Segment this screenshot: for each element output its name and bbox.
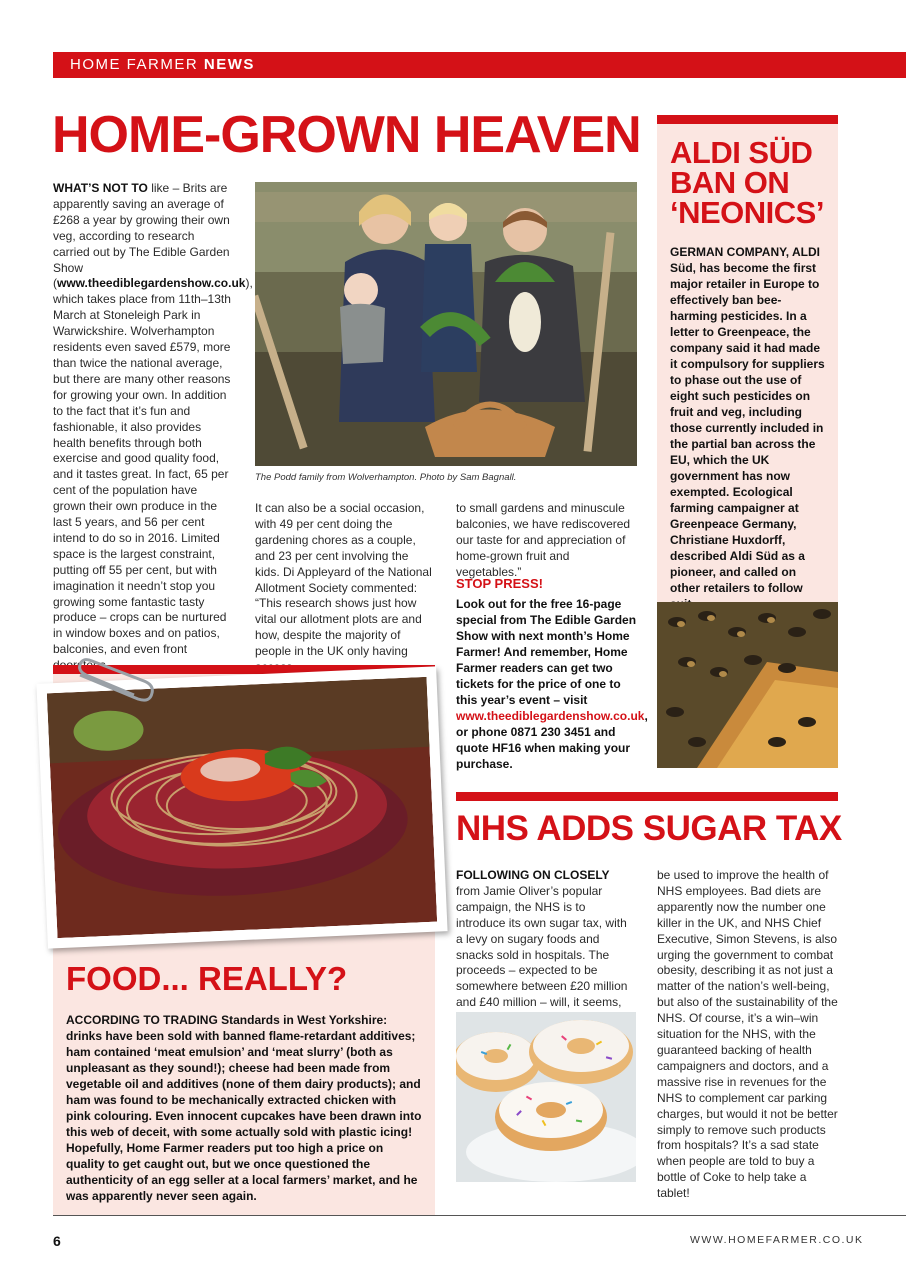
stop-press-body [456, 596, 648, 772]
food-really-title: FOOD... REALLY? [66, 960, 348, 997]
donuts-illustration [456, 1012, 636, 1182]
spaghetti-photo-frame [36, 666, 447, 948]
main-lead-in: WHAT’S NOT TO [53, 181, 148, 195]
food-body-text: Standards in West Yorkshire: drinks have been sold with banned flame-retardant additives; ham contained ‘meat emulsion’ and ‘meat slurry’ (both as unpleasant as they sound!); cheese had been made from vegetable oil and additives (none of them dairy products); and ham was found to be mechanically extracted chicken with pink colouring. Even innocent cupcakes have been drawn into this web of deceit, with some actually sold with plastic icing! Hopefully, Home Farmer readers put too high a price on quality to get caught out, but we once questioned the authenticity of an egg seller at a local farmers’ market, and he was apparently never seen again. [66, 1013, 422, 1203]
aldi-sidebar-title: ALDI SÜD BAN ON ‘NEONICS’ [670, 135, 824, 230]
main-article-column-2: It can also be a social occasion, with 49 per cent doing the gardening chores as a couple, and 23 per cent involving the kids. Di Appleyard of the National Allotment Society commented: “This research shows just how vital our allotment plots are and how, despite the majority of people in the UK only having [255, 501, 432, 659]
nhs-article-title: NHS ADDS SUGAR TAX [456, 809, 842, 848]
edible-garden-link[interactable]: www.theediblegardenshow.co.uk [57, 276, 246, 291]
nhs-column-2: be used to improve the health of NHS employees. Bad diets are apparently now the number one killer in the UK, and NHS Chief Executive, Simon Stevens, is also urging the government to combat obesity, describing it as not just a matter of the nation’s well-being, but also of the sustainability of the NHS. Of course, it’s a win–win situation for the NHS, with the guaranteed backing of health campaigners and doctors, and a massive rise in revenues for the NHS to complement car parking charges, but would it not be better simply to remove such products from hospitals? It’s a sad state when people are told to buy a bottle of Coke to help take a tablet! [657, 868, 838, 1201]
footer-divider [53, 1215, 906, 1216]
family-photo-caption: The Podd family from Wolverhampton. Photo by Sam Bagnall. [255, 472, 517, 483]
family-photo-illustration [255, 182, 637, 466]
main-col1-text-a: like – Brits are apparently saving an average of £268 a year by growing their own veg, according to research carried out by The Edible Garden Show ( [53, 181, 230, 291]
nhs-top-bar [456, 792, 838, 801]
aldi-sidebar-body: GERMAN COMPANY, ALDI Süd, has become the first major retailer in Europe to effectively ban bee-harming pesticides. In a letter to Greenpeace, the company said it had made it compulsory for suppliers to phase out the use of eight such pesticides on fruit and veg, including those currently included in the partial ban across the EU, which the UK government has now exempted. Ecological farming campaigner at Greenpeace Germany, Christiane Huxdorff, described Aldi Süd as a pioneer, and called on other retailers to follow [670, 245, 825, 595]
page-number: 6 [53, 1233, 61, 1249]
paperclip-icon [74, 655, 156, 705]
bees-photo [657, 602, 838, 768]
nhs-col1-text: from Jamie Oliver’s popular campaign, the NHS is to introduce its own sugar tax, with a levy on sugary foods and snacks sold in hospitals. The proceeds – expected to be somewhere between £20 million and £40 million – will, it seems, [456, 883, 628, 1010]
spaghetti-photo [47, 677, 437, 938]
stop-press-title: STOP PRESS! [456, 576, 543, 591]
stop-press-link[interactable]: www.theediblegardenshow.co.uk [456, 709, 645, 723]
food-really-body [66, 1012, 424, 1204]
nhs-lead-in: FOLLOWING ON CLOSELY [456, 868, 610, 882]
section-label-bold: NEWS [203, 56, 255, 73]
main-article-column-1 [53, 181, 253, 674]
family-allotment-photo [255, 182, 637, 466]
string-spaghetti-illustration [47, 677, 437, 938]
food-lead-in: ACCORDING TO TRADING [66, 1013, 218, 1027]
main-article-title: HOME-GROWN HEAVEN [52, 106, 641, 164]
footer-website[interactable]: WWW.HOMEFARMER.CO.UK [690, 1234, 864, 1246]
aldi-sidebar-top-bar [657, 115, 838, 124]
section-label: HOME FARMER [70, 56, 199, 73]
donuts-photo [456, 1012, 636, 1182]
main-col1-text-b: ), which takes place from 11th–13th March at Stoneleigh Park in Warwickshire. Wolverhampton residents even saved £579, more than twice the national average, but there are many other reasons for growing your own. In addition to the fact that it’s fun and fashionable, it also provides health benefits through both exercise and good quality food, and it tastes great. In fact, 65 per cent of the population have grown their own produce in the last 5 years, and 56 per cent intend to do so in 2016. Limited space is the largest constraint, putting off 55 per cent, but with imagination it needn’t stop you growing some fantastic tasty produce – crops can be nurtured in window boxes and on patios, balconies, and even front [53, 276, 253, 657]
stop-press-text-b: , or phone 0871 230 3451 and quote HF16 when making your purchase. [456, 709, 648, 771]
stop-press-text-a: Look out for the free 16-page special from The Edible Garden Show with next month’s Home Farmer! And remember, Home Farmer readers can get two tickets for the price of one to this year’s event – visit [456, 597, 637, 707]
main-article-column-3: to small gardens and minuscule balconies, we have rediscovered our taste for and appreciation of home-grown fruit and vegetables.” [456, 501, 631, 579]
section-header-bar [53, 52, 906, 78]
bees-illustration [657, 602, 838, 768]
nhs-column-1 [456, 868, 636, 1011]
